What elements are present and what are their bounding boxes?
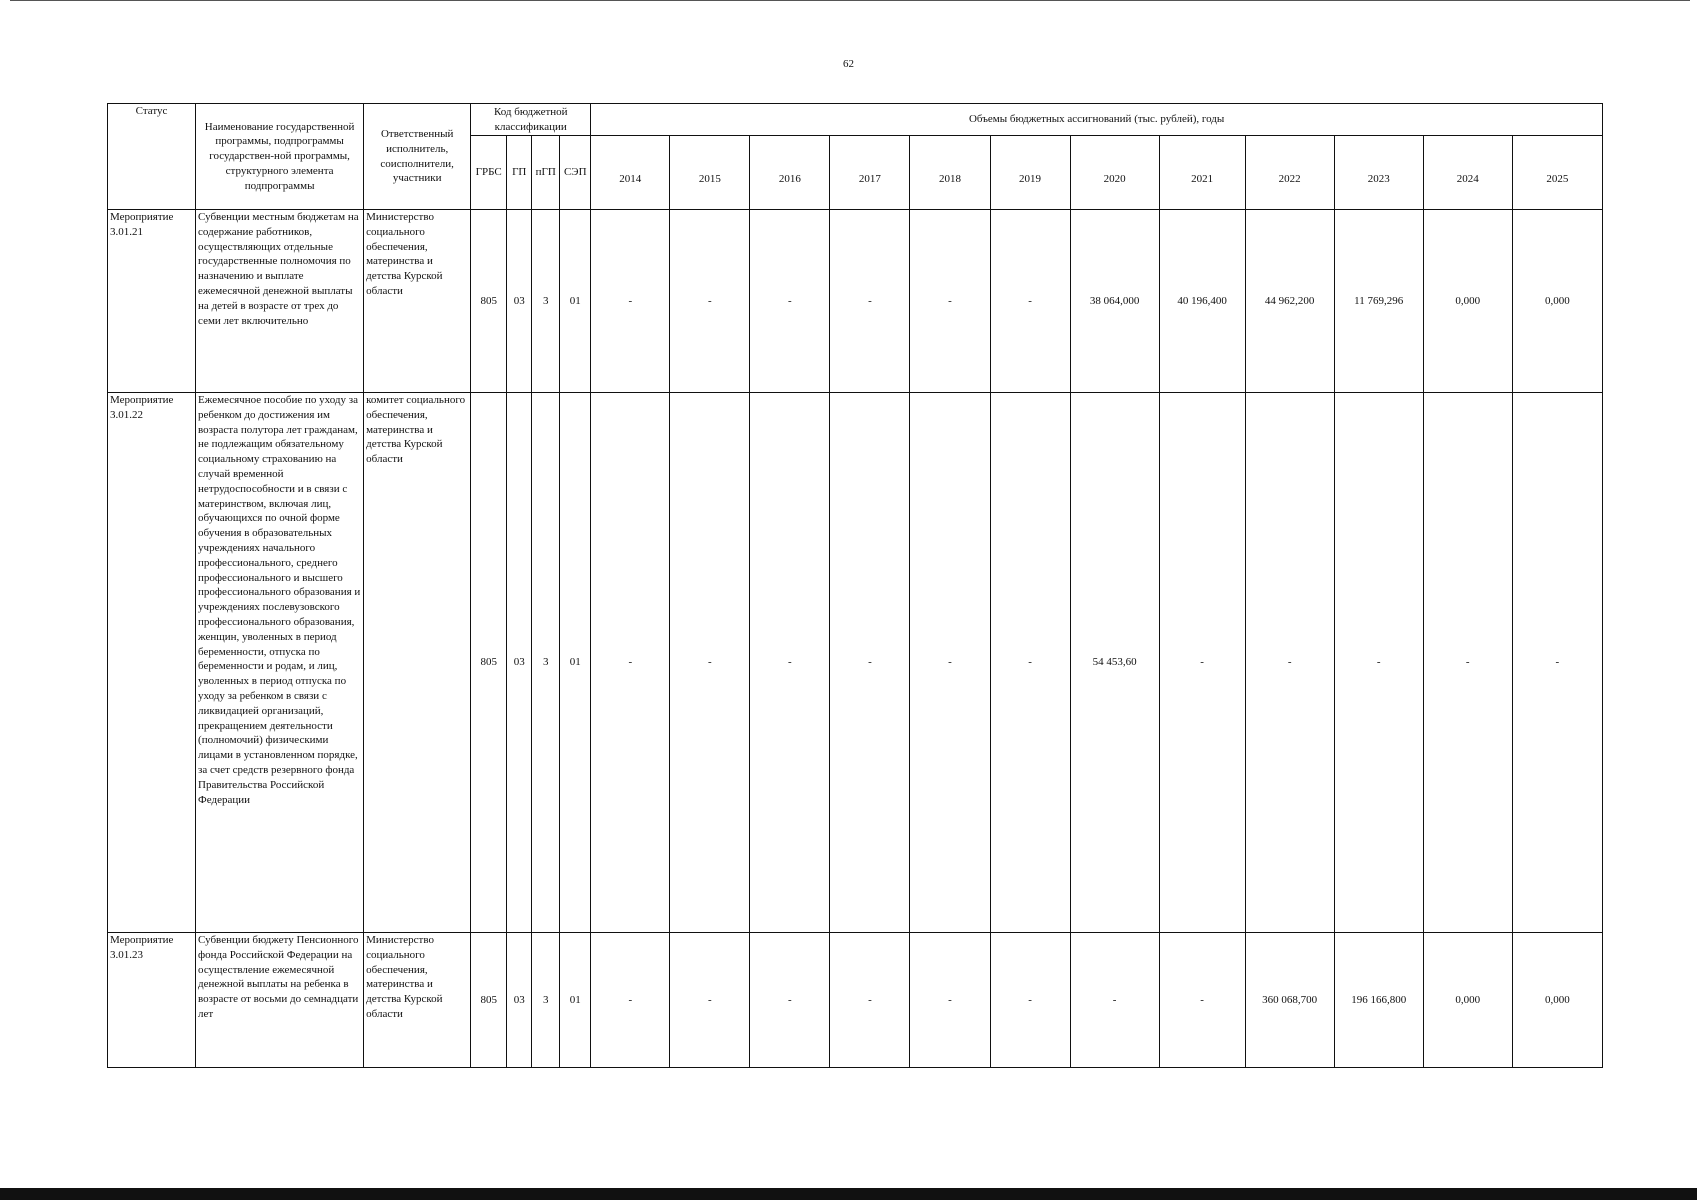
- row-code-pgp: 3: [532, 933, 560, 1068]
- page-number: 62: [843, 58, 854, 70]
- row-value-2018: -: [910, 210, 990, 393]
- row-value-2022: -: [1245, 393, 1334, 933]
- header-status: Статус: [108, 104, 196, 210]
- header-code-gp: ГП: [507, 136, 532, 210]
- row-value-2024: 0,000: [1423, 210, 1512, 393]
- row-code-gp: 03: [507, 933, 532, 1068]
- row-value-2019: -: [990, 933, 1070, 1068]
- row-value-2016: -: [750, 393, 830, 933]
- table-row: [108, 210, 1603, 393]
- row-executor: Министерство социального обеспечения, материнства и детства Курской области: [364, 210, 471, 393]
- row-name: Ежемесячное пособие по уходу за ребенком до достижения им возраста полутора лет гражданам, не подлежащим обязательному социальному страхованию на случай временной нетрудоспособности и в связи с материнством, включая лиц, обучающихся по очной форме обучения в образовательных учреждениях начального профессионального, среднего профессионального и высшего профессионального образования и учреждениях послевузовского профессионального образования, женщин, уволенных в период беременности, отпуска по беременности и родам, и лиц, уволенных в период отпуска по уходу за ребенком в связи с ликвидацией организаций, прекращением деятельности (полномочий) физическими лицами в установленном порядке, за счет средств резервного фонда Правительства Российской Федерации: [196, 393, 364, 933]
- row-name: Субвенции местным бюджетам на содержание работников, осуществляющих отдельные государственные полномочия по назначению и выплате ежемесячной денежной выплаты на детей в возрасте от трех до семи лет включительно: [196, 210, 364, 393]
- header-year-2019: 2019: [990, 136, 1070, 210]
- header-code-grbs: ГРБС: [471, 136, 507, 210]
- header-year-2015: 2015: [670, 136, 750, 210]
- row-value-2016: -: [750, 210, 830, 393]
- row-name: Субвенции бюджету Пенсионного фонда Российской Федерации на осуществление ежемесячной денежной выплаты на ребенка в возрасте от восьми до семнадцати лет: [196, 933, 364, 1068]
- row-value-2023: -: [1334, 393, 1423, 933]
- row-status: Мероприятие 3.01.21: [108, 210, 196, 393]
- row-value-2019: -: [990, 393, 1070, 933]
- row-value-2022: 44 962,200: [1245, 210, 1334, 393]
- row-code-sep: 01: [560, 393, 591, 933]
- header-year-2018: 2018: [910, 136, 990, 210]
- row-value-2022: 360 068,700: [1245, 933, 1334, 1068]
- header-code-pgp: пГП: [532, 136, 560, 210]
- row-code-grbs: 805: [471, 933, 507, 1068]
- header-year-2022: 2022: [1245, 136, 1334, 210]
- row-value-2017: -: [830, 393, 910, 933]
- row-value-2025: 0,000: [1512, 933, 1602, 1068]
- header-year-2023: 2023: [1334, 136, 1423, 210]
- row-code-pgp: 3: [532, 393, 560, 933]
- row-value-2015: -: [670, 933, 750, 1068]
- row-value-2015: -: [670, 210, 750, 393]
- row-value-2021: 40 196,400: [1159, 210, 1245, 393]
- row-code-gp: 03: [507, 210, 532, 393]
- row-value-2020: -: [1070, 933, 1159, 1068]
- row-code-sep: 01: [560, 210, 591, 393]
- header-code-sep: СЭП: [560, 136, 591, 210]
- row-value-2024: -: [1423, 393, 1512, 933]
- row-value-2019: -: [990, 210, 1070, 393]
- header-year-2014: 2014: [591, 136, 670, 210]
- row-status: Мероприятие 3.01.22: [108, 393, 196, 933]
- header-budget-group: Объемы бюджетных ассигнований (тыс. рублей), годы: [591, 104, 1603, 136]
- header-year-2025: 2025: [1512, 136, 1602, 210]
- row-value-2020: 54 453,60: [1070, 393, 1159, 933]
- row-status: Мероприятие 3.01.23: [108, 933, 196, 1068]
- table-row: [108, 933, 1603, 1068]
- row-value-2025: 0,000: [1512, 210, 1602, 393]
- row-value-2018: -: [910, 393, 990, 933]
- table-row: [108, 393, 1603, 933]
- row-value-2021: -: [1159, 933, 1245, 1068]
- row-executor: Министерство социального обеспечения, материнства и детства Курской области: [364, 933, 471, 1068]
- row-value-2014: -: [591, 933, 670, 1068]
- row-executor: комитет социального обеспечения, материнства и детства Курской области: [364, 393, 471, 933]
- header-executor: Ответственный исполнитель, соисполнители, участники: [364, 104, 471, 210]
- header-year-2016: 2016: [750, 136, 830, 210]
- row-value-2016: -: [750, 933, 830, 1068]
- row-code-gp: 03: [507, 393, 532, 933]
- row-code-pgp: 3: [532, 210, 560, 393]
- header-year-2017: 2017: [830, 136, 910, 210]
- header-code-group: Код бюджетной классификации: [471, 104, 591, 136]
- header-name: Наименование государственной программы, подпрограммы государствен-ной программы, структурного элемента подпрограммы: [196, 104, 364, 210]
- row-value-2023: 11 769,296: [1334, 210, 1423, 393]
- row-value-2014: -: [591, 393, 670, 933]
- row-value-2014: -: [591, 210, 670, 393]
- row-code-grbs: 805: [471, 210, 507, 393]
- header-year-2024: 2024: [1423, 136, 1512, 210]
- row-code-grbs: 805: [471, 393, 507, 933]
- row-code-sep: 01: [560, 933, 591, 1068]
- header-row-1: [108, 104, 1603, 136]
- row-value-2017: -: [830, 210, 910, 393]
- scan-bottom-edge: [0, 1188, 1697, 1200]
- row-value-2020: 38 064,000: [1070, 210, 1159, 393]
- top-edge-line: [10, 0, 1690, 1]
- header-year-2020: 2020: [1070, 136, 1159, 210]
- row-value-2017: -: [830, 933, 910, 1068]
- budget-table: [107, 103, 1603, 1068]
- row-value-2025: -: [1512, 393, 1602, 933]
- row-value-2024: 0,000: [1423, 933, 1512, 1068]
- row-value-2015: -: [670, 393, 750, 933]
- row-value-2023: 196 166,800: [1334, 933, 1423, 1068]
- row-value-2021: -: [1159, 393, 1245, 933]
- header-year-2021: 2021: [1159, 136, 1245, 210]
- row-value-2018: -: [910, 933, 990, 1068]
